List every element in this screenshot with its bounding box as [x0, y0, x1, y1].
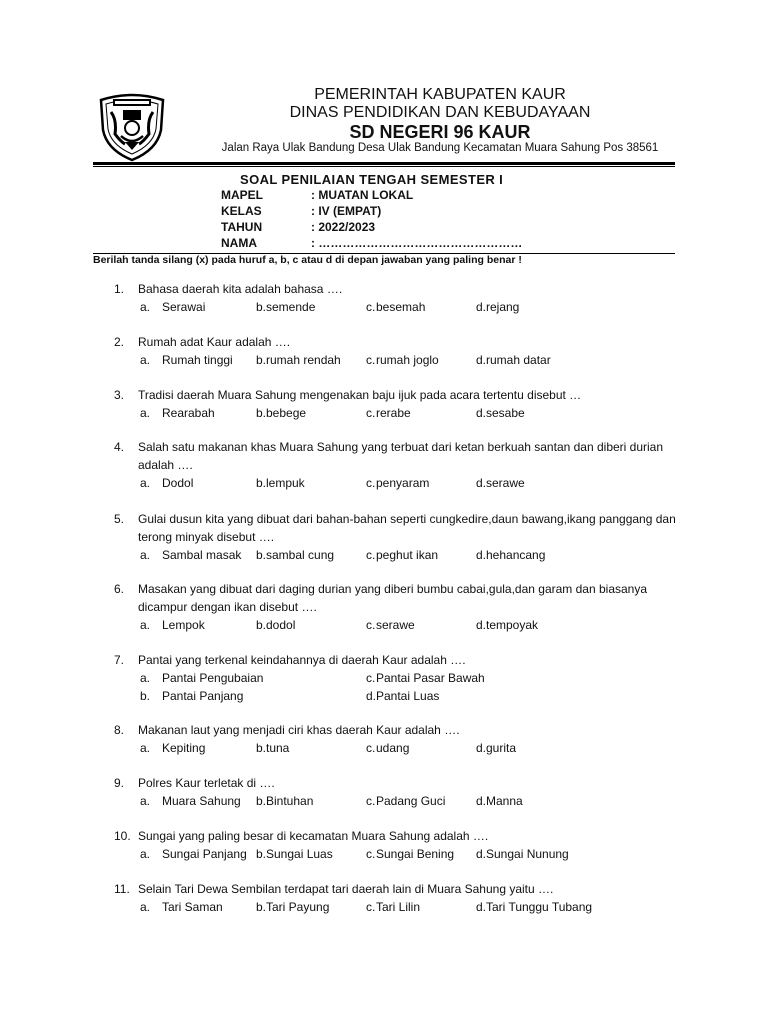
option-letter: c.: [366, 476, 376, 490]
option-letter: a.: [140, 300, 151, 314]
answer-option-d[interactable]: [476, 845, 569, 863]
answer-option-a[interactable]: [140, 404, 215, 422]
option-letter: a.: [140, 548, 151, 562]
option-text: Sungai Bening: [376, 847, 455, 861]
answer-option-b[interactable]: [256, 616, 295, 634]
answer-option-c[interactable]: [366, 404, 411, 422]
meta-value: : 2022/2023: [311, 220, 376, 234]
option-letter: a.: [140, 741, 151, 755]
answer-option-c[interactable]: [366, 845, 454, 863]
option-letter: b.: [256, 300, 267, 314]
option-text: Dodol: [162, 476, 194, 490]
option-text: rumah rendah: [266, 353, 341, 367]
option-text: Pantai Pengubaian: [162, 671, 264, 685]
option-text: Tari Tunggu Tubang: [486, 900, 593, 914]
answer-option-c[interactable]: [366, 669, 485, 687]
option-text: Sambal masak: [162, 548, 242, 562]
question-number: 11.: [114, 882, 130, 896]
option-text: sesabe: [486, 406, 525, 420]
meta-value: : MUATAN LOKAL: [311, 188, 414, 202]
answer-option-b[interactable]: [256, 792, 313, 810]
option-text: rumah datar: [486, 353, 551, 367]
answer-option-a[interactable]: [140, 351, 233, 369]
answer-option-b[interactable]: [256, 739, 289, 757]
question-text: Tradisi daerah Muara Sahung mengenakan baju ijuk pada acara tertentu disebut …: [138, 388, 582, 402]
option-letter: d.: [476, 300, 487, 314]
question-number: 5.: [114, 512, 125, 526]
department-heading: DINAS PENDIDIKAN DAN KEBUDAYAAN: [289, 104, 591, 121]
question-text: Makanan laut yang menjadi ciri khas daerah Kaur adalah ….: [138, 723, 460, 737]
option-letter: b.: [256, 900, 267, 914]
answer-option-c[interactable]: [366, 616, 415, 634]
option-letter: b.: [256, 476, 267, 490]
question-number: 6.: [114, 582, 125, 596]
question-text: Gulai dusun kita yang dibuat dari bahan-bahan seperti cungkedire,daun bawang,ikang panggang dan terong minyak disebut ….: [138, 512, 676, 544]
question-text: Bahasa daerah kita adalah bahasa ….: [138, 282, 343, 296]
option-text: tempoyak: [486, 618, 539, 632]
question-text: Masakan yang dibuat dari daging durian yang diberi bumbu cabai,gula,dan garam dan biasanya dicampur dengan ikan disebut ….: [138, 582, 648, 614]
option-letter: a.: [140, 671, 151, 685]
option-letter: c.: [366, 618, 376, 632]
option-text: Tari Payung: [266, 900, 330, 914]
exam-title: SOAL PENILAIAN TENGAH SEMESTER I: [240, 172, 504, 187]
question-number: 2.: [114, 335, 125, 349]
answer-option-d[interactable]: [476, 298, 519, 316]
answer-option-d[interactable]: [476, 474, 525, 492]
answer-option-b[interactable]: [256, 845, 333, 863]
question-number: 7.: [114, 653, 125, 667]
answer-option-d[interactable]: [476, 616, 538, 634]
meta-value: : IV (EMPAT): [311, 204, 382, 218]
answer-option-c[interactable]: [366, 351, 439, 369]
option-letter: a.: [140, 353, 151, 367]
option-text: Rumah tinggi: [162, 353, 233, 367]
answer-option-d[interactable]: [476, 898, 592, 916]
option-text: Muara Sahung: [162, 794, 241, 808]
question-text: Pantai yang terkenal keindahannya di daerah Kaur adalah ….: [138, 653, 466, 667]
answer-option-a[interactable]: [140, 898, 223, 916]
answer-option-b[interactable]: [256, 298, 315, 316]
answer-option-b[interactable]: [256, 351, 341, 369]
option-letter: d.: [366, 689, 377, 703]
answer-option-b[interactable]: [256, 474, 305, 492]
option-letter: b.: [256, 741, 267, 755]
answer-option-a[interactable]: [140, 739, 205, 757]
option-letter: c.: [366, 671, 376, 685]
option-letter: d.: [476, 618, 487, 632]
option-text: gurita: [486, 741, 517, 755]
question-number: 4.: [114, 440, 125, 454]
school-name: SD NEGERI 96 KAUR: [349, 122, 531, 142]
option-letter: b.: [256, 548, 267, 562]
option-letter: c.: [366, 353, 376, 367]
option-text: Pantai Luas: [376, 689, 440, 703]
question-text: Polres Kaur terletak di ….: [138, 776, 275, 790]
option-text: udang: [376, 741, 410, 755]
question-text: Sungai yang paling besar di kecamatan Muara Sahung adalah ….: [138, 829, 489, 843]
meta-label: KELAS: [221, 204, 262, 218]
option-letter: c.: [366, 406, 376, 420]
option-letter: b.: [256, 618, 267, 632]
option-text: semende: [266, 300, 316, 314]
option-text: Serawai: [162, 300, 206, 314]
answer-option-a[interactable]: [140, 669, 263, 687]
answer-option-b[interactable]: [256, 546, 334, 564]
option-text: lempuk: [266, 476, 305, 490]
option-text: rumah joglo: [376, 353, 439, 367]
option-letter: c.: [366, 900, 376, 914]
option-text: Manna: [486, 794, 523, 808]
answer-option-d[interactable]: [476, 792, 523, 810]
school-address: Jalan Raya Ulak Bandung Desa Ulak Bandung Kecamatan Muara Sahung Pos 38561: [221, 142, 659, 154]
option-letter: b.: [256, 406, 267, 420]
answer-option-c[interactable]: [366, 546, 438, 564]
meta-value: : ……………………………………………: [311, 236, 523, 250]
answer-option-a[interactable]: [140, 792, 241, 810]
option-letter: d.: [476, 406, 487, 420]
question-text: Rumah adat Kaur adalah ….: [138, 335, 291, 349]
government-heading: PEMERINTAH KABUPATEN KAUR: [314, 86, 566, 103]
answer-option-a[interactable]: [140, 546, 241, 564]
option-letter: d.: [476, 900, 487, 914]
answer-option-c[interactable]: [366, 898, 420, 916]
option-letter: d.: [476, 353, 487, 367]
option-letter: c.: [366, 794, 376, 808]
option-text: rerabe: [376, 406, 411, 420]
option-text: hehancang: [486, 548, 546, 562]
option-letter: b.: [256, 847, 267, 861]
option-text: Sungai Nunung: [486, 847, 569, 861]
answer-option-a[interactable]: [140, 616, 205, 634]
meta-label: MAPEL: [221, 188, 263, 202]
option-letter: a.: [140, 406, 151, 420]
option-letter: a.: [140, 794, 151, 808]
option-text: Sungai Luas: [266, 847, 333, 861]
answer-option-c[interactable]: [366, 792, 445, 810]
answer-option-a[interactable]: [140, 474, 193, 492]
option-text: bebege: [266, 406, 307, 420]
answer-option-d[interactable]: [366, 687, 439, 705]
question-text: Selain Tari Dewa Sembilan terdapat tari daerah lain di Muara Sahung yaitu ….: [138, 882, 554, 896]
option-letter: c.: [366, 300, 376, 314]
option-letter: d.: [476, 548, 487, 562]
answer-option-b[interactable]: [256, 898, 329, 916]
option-letter: d.: [476, 794, 487, 808]
option-letter: b.: [140, 689, 151, 703]
option-text: Pantai Pasar Bawah: [376, 671, 485, 685]
instruction-text: Berilah tanda silang (x) pada huruf a, b, c atau d di depan jawaban yang paling benar !: [93, 254, 522, 266]
question-number: 1.: [114, 282, 125, 296]
option-letter: c.: [366, 847, 376, 861]
option-text: penyaram: [376, 476, 430, 490]
answer-option-d[interactable]: [476, 351, 551, 369]
option-text: Sungai Panjang: [162, 847, 247, 861]
answer-option-a[interactable]: [140, 298, 205, 316]
option-letter: b.: [256, 794, 267, 808]
option-letter: d.: [476, 476, 487, 490]
option-text: sambal cung: [266, 548, 335, 562]
option-text: tuna: [266, 741, 290, 755]
answer-option-a[interactable]: [140, 845, 247, 863]
option-letter: b.: [256, 353, 267, 367]
option-text: serawe: [376, 618, 415, 632]
option-letter: a.: [140, 900, 151, 914]
question-number: 10.: [114, 829, 131, 843]
option-text: Lempok: [162, 618, 205, 632]
question-number: 3.: [114, 388, 125, 402]
answer-option-d[interactable]: [476, 739, 516, 757]
answer-option-b[interactable]: [140, 687, 243, 705]
option-letter: c.: [366, 741, 376, 755]
answer-option-c[interactable]: [366, 739, 409, 757]
option-letter: a.: [140, 847, 151, 861]
answer-option-c[interactable]: [366, 474, 429, 492]
meta-label: NAMA: [221, 236, 257, 250]
option-text: rejang: [486, 300, 520, 314]
option-text: Padang Guci: [376, 794, 446, 808]
option-text: Kepiting: [162, 741, 206, 755]
question-number: 9.: [114, 776, 125, 790]
option-text: Pantai Panjang: [162, 689, 244, 703]
option-text: besemah: [376, 300, 426, 314]
meta-label: TAHUN: [221, 220, 263, 234]
option-letter: c.: [366, 548, 376, 562]
question-text: Salah satu makanan khas Muara Sahung yang terbuat dari ketan berkuah santan dan diberi durian adalah ….: [138, 440, 664, 472]
option-text: Bintuhan: [266, 794, 314, 808]
option-letter: a.: [140, 618, 151, 632]
answer-option-d[interactable]: [476, 546, 545, 564]
option-text: Tari Lilin: [376, 900, 421, 914]
answer-option-d[interactable]: [476, 404, 525, 422]
option-text: Tari Saman: [162, 900, 223, 914]
answer-option-c[interactable]: [366, 298, 425, 316]
option-text: serawe: [486, 476, 525, 490]
answer-option-b[interactable]: [256, 404, 306, 422]
option-text: Rearabah: [162, 406, 215, 420]
option-text: dodol: [266, 618, 296, 632]
option-text: peghut ikan: [376, 548, 439, 562]
question-number: 8.: [114, 723, 125, 737]
option-letter: d.: [476, 847, 487, 861]
option-letter: d.: [476, 741, 487, 755]
option-letter: a.: [140, 476, 151, 490]
